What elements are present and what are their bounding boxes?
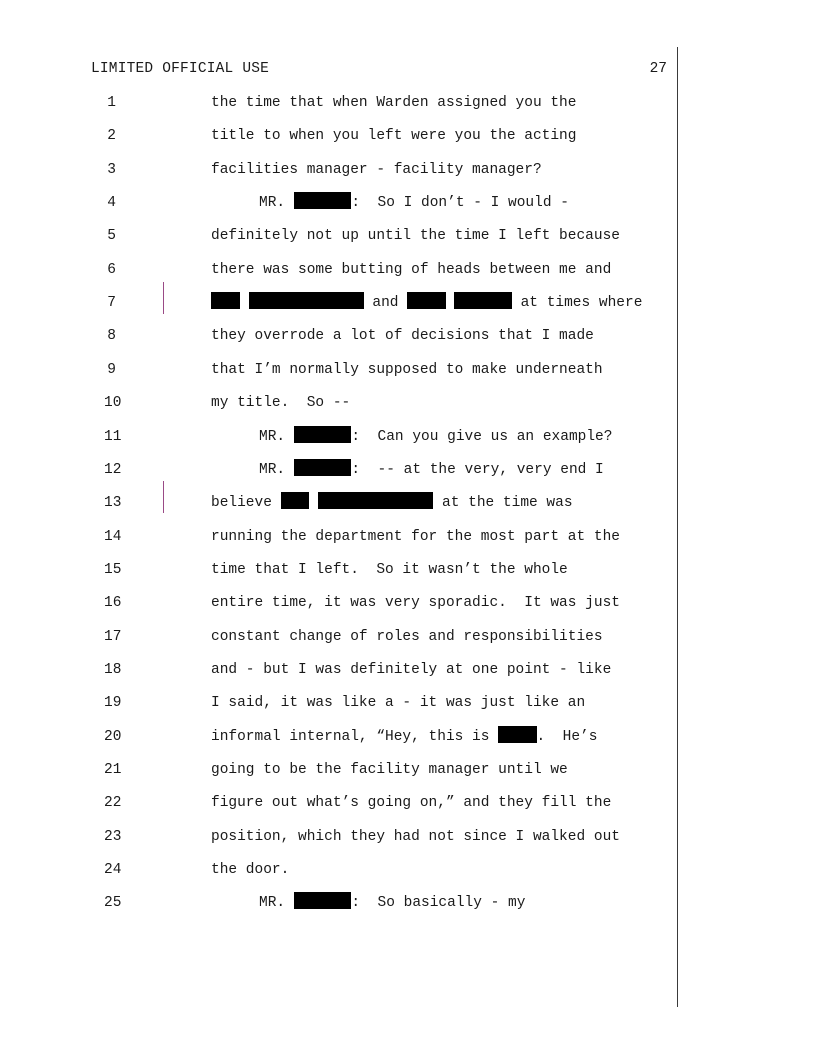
line-text (211, 492, 573, 514)
line-text (211, 559, 568, 581)
revision-mark (163, 481, 164, 513)
text-segment: that I’m normally supposed to make underneath (211, 361, 603, 378)
text-segment: constant change of roles and responsibilities (211, 628, 603, 645)
line-text (211, 292, 642, 314)
redaction-block (294, 459, 352, 476)
line-number: 14 (104, 528, 122, 545)
line-number: 12 (104, 461, 122, 478)
line-number: 4 (107, 195, 116, 212)
text-segment: they overrode a lot of decisions that I made (211, 328, 594, 345)
redaction-block (249, 292, 364, 309)
line-text (211, 159, 542, 181)
text-segment: facilities manager - facility manager? (211, 161, 542, 178)
line-number: 16 (104, 595, 122, 612)
text-segment: : Can you give us an example? (351, 428, 613, 445)
text-segment: time that I left. So it wasn’t the whole (211, 561, 568, 578)
line-text (211, 692, 585, 714)
text-segment: title to when you left were you the acting (211, 128, 577, 145)
text-segment: at times where (511, 295, 643, 312)
line-number: 15 (104, 561, 122, 578)
text-segment: going to be the facility manager until we (211, 762, 568, 778)
line-text (211, 626, 603, 648)
redaction-block (498, 726, 536, 743)
line-text (211, 792, 611, 814)
line-number: 19 (104, 695, 122, 712)
line-number: 25 (104, 895, 122, 912)
line-text (211, 826, 620, 848)
redaction-block (454, 292, 512, 309)
line-number: 24 (104, 862, 122, 879)
line-text (259, 426, 612, 448)
redaction-block (211, 292, 240, 309)
line-number: 11 (104, 428, 122, 445)
text-segment: believe (211, 495, 281, 512)
text-segment: entire time, it was very sporadic. It was just (211, 595, 620, 612)
redaction-block (281, 492, 310, 509)
text-segment: there was some butting of heads between me and (211, 261, 612, 278)
text-segment: : -- at the very, very end I (351, 461, 604, 478)
line-number: 6 (107, 261, 116, 278)
page-number: 27 (649, 61, 667, 77)
line-text (211, 726, 597, 748)
line-text (211, 526, 620, 548)
text-segment: : So basically - my (351, 895, 526, 912)
line-number: 8 (107, 328, 116, 345)
line-text (211, 392, 350, 414)
line-number: 10 (104, 395, 122, 412)
line-number: 2 (107, 128, 116, 145)
line-number: 7 (107, 295, 116, 312)
text-segment: position, which they had not since I walked out (211, 828, 620, 845)
line-text (259, 192, 569, 214)
line-number: 22 (104, 795, 122, 812)
text-segment: at the time was (433, 495, 573, 512)
right-margin-rule (677, 47, 678, 1007)
text-segment (446, 295, 455, 311)
redaction-block (294, 892, 352, 909)
text-segment (309, 495, 318, 511)
line-text (211, 225, 620, 247)
text-segment: my title. So -- (211, 395, 351, 412)
text-segment: MR. (259, 195, 294, 212)
line-number: 5 (107, 228, 116, 245)
line-text (211, 659, 611, 681)
line-number: 1 (107, 95, 116, 111)
line-text (211, 859, 289, 881)
line-number: 21 (104, 762, 122, 778)
text-segment: and (363, 295, 408, 312)
text-segment: MR. (259, 461, 294, 478)
revision-mark (163, 282, 164, 314)
line-text (259, 892, 525, 914)
text-segment: informal internal, “Hey, this is (211, 728, 499, 745)
redaction-block (318, 492, 433, 509)
text-segment: the time that when Warden assigned you the (211, 95, 577, 111)
text-segment: MR. (259, 895, 294, 912)
text-segment: and - but I was definitely at one point - like (211, 661, 612, 678)
text-segment (240, 295, 249, 311)
text-segment: MR. (259, 428, 294, 445)
line-number: 23 (104, 828, 122, 845)
line-text (211, 759, 568, 781)
line-text (211, 125, 576, 147)
redaction-block (294, 192, 352, 209)
line-number: 9 (107, 361, 116, 378)
text-segment: the door. (211, 862, 290, 879)
text-segment: definitely not up until the time I left because (211, 228, 620, 245)
text-segment: running the department for the most part at the (211, 528, 620, 545)
line-text (211, 325, 594, 347)
line-number: 13 (104, 495, 122, 512)
line-text (211, 359, 603, 381)
line-text (211, 592, 620, 614)
text-segment: figure out what’s going on,” and they fill the (211, 795, 612, 812)
redaction-block (407, 292, 445, 309)
line-number: 20 (104, 728, 122, 745)
text-segment: : So I don’t - I would - (351, 195, 569, 212)
redaction-block (294, 426, 352, 443)
line-number: 3 (107, 161, 116, 178)
line-number: 18 (104, 661, 122, 678)
line-text (211, 92, 576, 114)
line-text (259, 459, 604, 481)
text-segment: I said, it was like a - it was just like an (211, 695, 586, 712)
line-number: 17 (104, 628, 122, 645)
line-text (211, 259, 611, 281)
text-segment: . He’s (536, 728, 598, 745)
classification-header: LIMITED OFFICIAL USE (91, 61, 270, 77)
